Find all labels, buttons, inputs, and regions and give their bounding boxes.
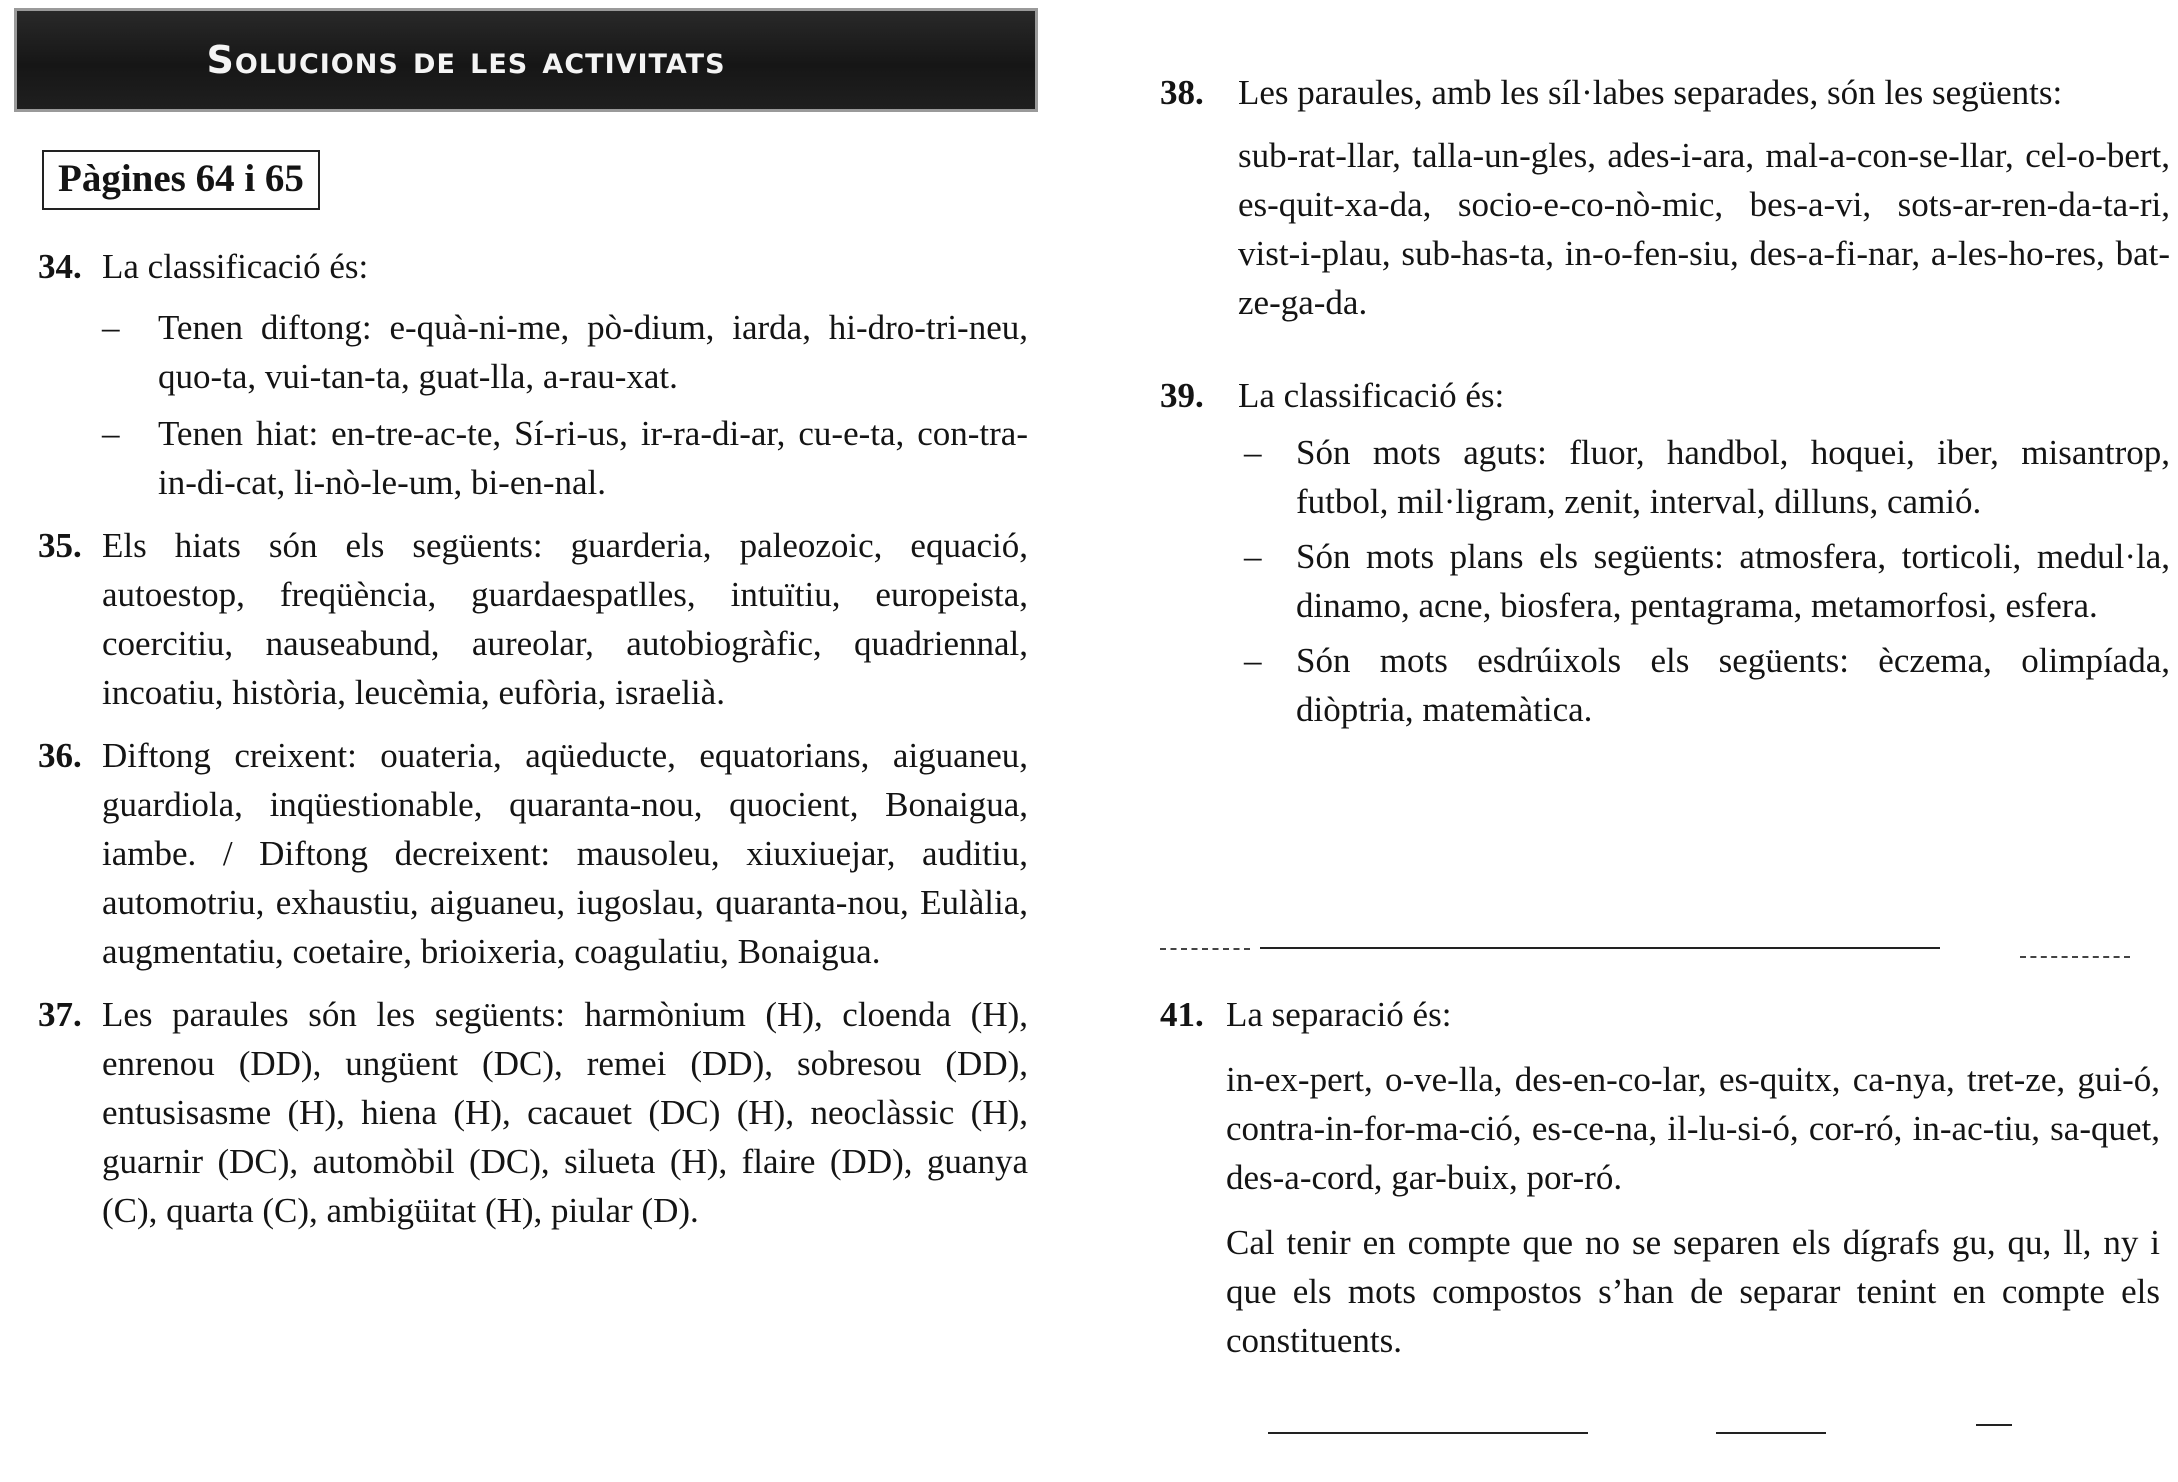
separator-line bbox=[2020, 956, 2130, 958]
activity-35 bbox=[38, 521, 1028, 717]
list-item bbox=[1160, 636, 2170, 734]
activity-text: Les paraules són les següents: harmònium (H), cloenda (H), enrenou (DD), ungüent (DC), remei (DD), sobresou (DD), entusisasme (H), hiena (H), cacauet (DC) (H), neoclàssic (H), guarnir (DC), automòbil (DC), silueta (H), flaire (DD), guanya (C), quarta (C), ambigüitat (H), piular (D). bbox=[102, 995, 1028, 1230]
activity-intro: Les paraules, amb les síl·labes separades, són les següents: bbox=[1238, 73, 2063, 112]
activity-intro: La separació és: bbox=[1226, 995, 1452, 1034]
list-item bbox=[1160, 428, 2170, 526]
dash-bullet: – bbox=[1244, 433, 1262, 472]
list-item-text: Tenen diftong: e-quà-ni-me, pò-dium, iarda, hi-dro-tri-neu, quo-ta, vui-tan-ta, guat-lla, a-rau-xat. bbox=[158, 308, 1028, 396]
list-item-text: Són mots plans els següents: atmosfera, torticoli, medul·la, dinamo, acne, biosfera, pentagrama, metamorfosi, esfera. bbox=[1296, 537, 2170, 625]
activity-41 bbox=[1160, 990, 2160, 1365]
dash-bullet: – bbox=[102, 414, 120, 453]
activity-note: Cal tenir en compte que no se separen els dígrafs gu, qu, ll, ny i que els mots compostos s’han de separar tenint en compte els constituents. bbox=[1226, 1223, 2160, 1360]
separator-line bbox=[1716, 1432, 1826, 1434]
activity-intro: La classificació és: bbox=[102, 247, 369, 286]
section-title: Solucions de les activitats bbox=[206, 38, 726, 82]
right-column bbox=[1160, 68, 2170, 734]
list-item-text: Són mots esdrúixols els següents: èczema, olimpíada, diòptria, matemàtica. bbox=[1296, 641, 2170, 729]
activity-text: Els hiats són els següents: guarderia, paleozoic, equació, autoestop, freqüència, guardaespatlles, intuïtiu, europeista, coercitiu, nauseabund, aureolar, autobiogràfic, quadriennal, incoatiu, història, leucèmia, eufòria, israelià. bbox=[102, 526, 1028, 712]
activity-body: in-ex-pert, o-ve-lla, des-en-co-lar, es-quitx, ca-nya, tret-ze, gui-ó, contra-in-for-ma-ció, es-ce-na, il-lu-si-ó, cor-ró, in-ac-tiu, sa-quet, des-a-cord, gar-buix, por-ró. bbox=[1226, 1060, 2160, 1197]
list-item bbox=[38, 409, 1028, 507]
activity-intro: La classificació és: bbox=[1238, 376, 1505, 415]
activity-number: 39. bbox=[1160, 376, 1204, 415]
list-item-text: Tenen hiat: en-tre-ac-te, Sí-ri-us, ir-ra-di-ar, cu-e-ta, con-tra-in-di-cat, li-nò-le-um, bi-en-nal. bbox=[158, 414, 1028, 502]
list-item bbox=[1160, 532, 2170, 630]
activity-39 bbox=[1160, 371, 2170, 734]
pages-label: Pàgines 64 i 65 bbox=[42, 150, 320, 210]
separator-line bbox=[1160, 948, 1250, 950]
activity-text: Diftong creixent: ouateria, aqüeducte, equatorians, aiguaneu, guardiola, inqüestionable, quaranta-nou, quocient, Bonaigua, iambe. / Diftong decreixent: mausoleu, xiuxiuejar, auditiu, automotriu, exhaustiu, aiguaneu, iugoslau, quaranta-nou, Eulàlia, augmentatiu, coetaire, brioixeria, coagulatiu, Bonaigua. bbox=[102, 736, 1028, 971]
activity-body: sub-rat-llar, talla-un-gles, ades-i-ara, mal-a-con-se-llar, cel-o-bert, es-quit-xa-da, socio-e-co-nò-mic, bes-a-vi, sots-ar-ren-da-ta-ri, vist-i-plau, sub-has-ta, in-o-fen-siu, des-a-fi-nar, a-les-ho-res, bat-ze-ga-da. bbox=[1238, 136, 2170, 322]
dash-bullet: – bbox=[1244, 641, 1262, 680]
dash-bullet: – bbox=[1244, 537, 1262, 576]
activity-number: 35. bbox=[38, 526, 82, 565]
separator-line bbox=[1268, 1432, 1588, 1434]
activity-number: 36. bbox=[38, 736, 82, 775]
activity-38 bbox=[1160, 68, 2170, 327]
activity-number: 34. bbox=[38, 247, 82, 286]
activity-number: 37. bbox=[38, 995, 82, 1034]
list-item-text: Són mots aguts: fluor, handbol, hoquei, iber, misantrop, futbol, mil·ligram, zenit, interval, dilluns, camió. bbox=[1296, 433, 2170, 521]
activity-number: 38. bbox=[1160, 73, 1204, 112]
separator-line bbox=[1976, 1424, 2012, 1426]
list-item bbox=[38, 303, 1028, 401]
separator-line bbox=[1260, 947, 1940, 949]
activity-36 bbox=[38, 731, 1028, 976]
activity-34 bbox=[38, 242, 1028, 507]
dash-bullet: – bbox=[102, 308, 120, 347]
activity-number: 41. bbox=[1160, 995, 1204, 1034]
section-banner bbox=[14, 8, 1038, 112]
left-column bbox=[38, 242, 1028, 1235]
activity-37 bbox=[38, 990, 1028, 1235]
